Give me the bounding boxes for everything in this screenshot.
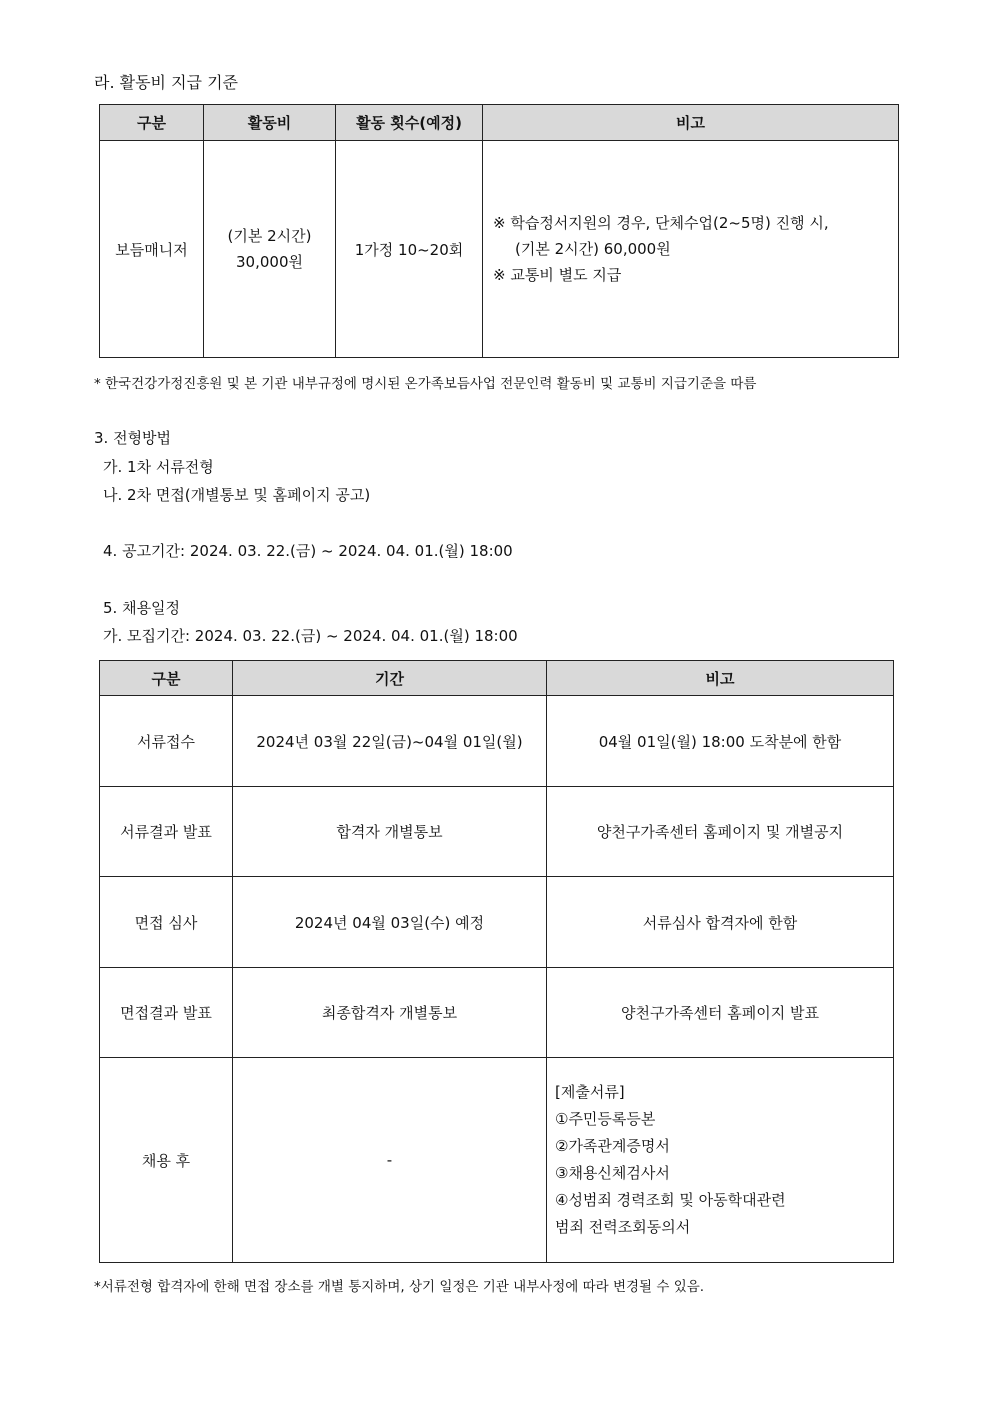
table-row: [100, 1058, 894, 1263]
schedule-header-period: 기간: [233, 661, 547, 696]
fee-row-fee: [204, 141, 336, 358]
doc-item: 범죄 전력조회동의서: [555, 1218, 691, 1236]
section3-heading: 3. 전형방법: [94, 429, 172, 447]
fee-note-1: ※ 학습정서지원의 경우, 단체수업(2~5명) 진행 시,: [493, 214, 829, 232]
fee-line-2: 30,000원: [236, 253, 303, 271]
required-documents: [547, 1058, 894, 1263]
table-row: [100, 787, 894, 877]
header-fee: 활동비: [204, 105, 336, 141]
schedule-category: 서류접수: [100, 696, 233, 787]
fee-row-count: 1가정 10~20회: [336, 141, 483, 358]
fee-note-2: (기본 2시간) 60,000원: [515, 240, 671, 258]
fee-row-note: [483, 141, 899, 358]
header-category: 구분: [100, 105, 204, 141]
schedule-note: 양천구가족센터 홈페이지 및 개별공지: [547, 787, 894, 877]
section3-item-b: 나. 2차 면접(개별통보 및 홈페이지 공고): [103, 486, 371, 504]
schedule-category: 면접 심사: [100, 877, 233, 968]
section-ra-heading: 라. 활동비 지급 기준: [94, 73, 238, 92]
section3-item-a: 가. 1차 서류전형: [103, 458, 214, 476]
schedule-category: 서류결과 발표: [100, 787, 233, 877]
schedule-note: 04월 01일(월) 18:00 도착분에 한함: [547, 696, 894, 787]
doc-item: ③채용신체검사서: [555, 1164, 670, 1182]
section5-item-a: 가. 모집기간: 2024. 03. 22.(금) ~ 2024. 04. 01.(월) 18:00: [103, 627, 518, 645]
section-ra-footnote: * 한국건강가정진흥원 및 본 기관 내부규정에 명시된 온가족보듬사업 전문인력 활동비 및 교통비 지급기준을 따름: [94, 376, 757, 392]
activity-fee-table: [99, 104, 899, 358]
section4-heading: 4. 공고기간: 2024. 03. 22.(금) ~ 2024. 04. 01.(월) 18:00: [103, 542, 513, 560]
doc-item: ④성범죄 경력조회 및 아동학대관련: [555, 1191, 786, 1209]
schedule-period: 최종합격자 개별통보: [233, 968, 547, 1058]
schedule-note: 서류심사 합격자에 한함: [547, 877, 894, 968]
fee-line-1: (기본 2시간): [227, 227, 312, 245]
fee-note-3: ※ 교통비 별도 지급: [493, 266, 622, 284]
table-row: [100, 696, 894, 787]
schedule-period: -: [233, 1058, 547, 1263]
schedule-note: 양천구가족센터 홈페이지 발표: [547, 968, 894, 1058]
section5-heading: 5. 채용일정: [103, 599, 181, 617]
schedule-period: 2024년 03월 22일(금)~04월 01일(월): [233, 696, 547, 787]
schedule-table: [99, 660, 894, 1263]
doc-item: ②가족관계증명서: [555, 1137, 670, 1155]
docs-title: [제출서류]: [555, 1083, 625, 1101]
schedule-category: 면접결과 발표: [100, 968, 233, 1058]
doc-item: ①주민등록등본: [555, 1110, 656, 1128]
header-count: 활동 횟수(예정): [336, 105, 483, 141]
schedule-category: 채용 후: [100, 1058, 233, 1263]
section5-footnote: *서류전형 합격자에 한해 면접 장소를 개별 통지하며, 상기 일정은 기관 내부사정에 따라 변경될 수 있음.: [94, 1279, 705, 1295]
schedule-header-category: 구분: [100, 661, 233, 696]
schedule-period: 2024년 04월 03일(수) 예정: [233, 877, 547, 968]
fee-row-category: 보듬매니저: [100, 141, 204, 358]
table-row: [100, 877, 894, 968]
header-note: 비고: [483, 105, 899, 141]
table-row: [100, 968, 894, 1058]
schedule-period: 합격자 개별통보: [233, 787, 547, 877]
schedule-header-note: 비고: [547, 661, 894, 696]
